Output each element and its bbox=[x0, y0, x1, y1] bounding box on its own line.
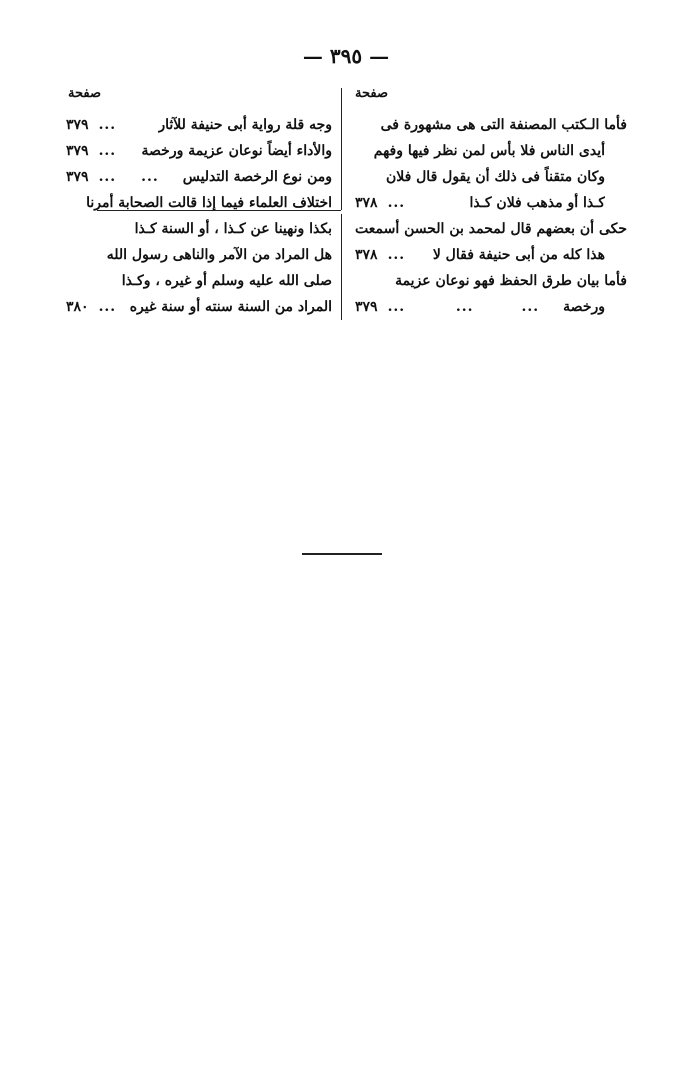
entry-text: كـذا أو مذهب فلان كـذا bbox=[469, 195, 605, 211]
entry-text: أيدى الناس فلا بأس لمن نظر فيها وفهم bbox=[373, 143, 605, 159]
entry-text: صلى الله عليه وسلم أو غيره ، وكـذا bbox=[121, 273, 332, 289]
entry-text: ومن نوع الرخصة التدليس bbox=[182, 169, 332, 185]
column-header-right: صفحة bbox=[355, 86, 388, 101]
column-divider-upper bbox=[341, 88, 342, 210]
index-entry-line bbox=[66, 294, 332, 320]
entry-text: وجه قلة رواية أبى حنيفة للآثار bbox=[158, 117, 332, 133]
index-entry-line bbox=[355, 112, 627, 138]
index-column-right bbox=[355, 112, 627, 320]
leader-dots: ... bbox=[455, 299, 474, 315]
page-number: — ٣٩٥ — bbox=[302, 44, 390, 68]
index-entry-line bbox=[355, 138, 627, 164]
index-entry-line bbox=[66, 112, 332, 138]
footer-rule bbox=[302, 553, 382, 555]
index-entry-line bbox=[66, 216, 332, 242]
leader-dots: ... bbox=[387, 195, 406, 211]
page-reference: ٣٨٠ bbox=[66, 299, 89, 315]
index-entry-line bbox=[355, 294, 627, 320]
leader-dots: ... bbox=[387, 247, 406, 263]
index-entry-line bbox=[355, 242, 627, 268]
index-column-left bbox=[66, 112, 332, 320]
leader-dots: ... bbox=[98, 299, 117, 315]
page-reference: ٣٧٨ bbox=[355, 195, 378, 211]
entry-text: فأما الـكتب المصنفة التى هى مشهورة فى bbox=[380, 117, 627, 133]
page-reference: ٣٧٩ bbox=[66, 117, 89, 133]
column-divider-lower bbox=[341, 214, 342, 320]
index-entry-line bbox=[355, 216, 627, 242]
leader-dots: ... bbox=[387, 299, 406, 315]
entry-text: هل المراد من الآمر والناهى رسول الله bbox=[106, 247, 332, 263]
page-reference: ٣٧٩ bbox=[66, 169, 89, 185]
index-entry-line bbox=[66, 138, 332, 164]
entry-text: اختلاف العلماء فيما إذا قالت الصحابة أمرنا bbox=[86, 195, 332, 211]
index-entry-line bbox=[66, 190, 332, 216]
leader-dots: ... bbox=[141, 169, 159, 185]
index-entry-line bbox=[66, 164, 332, 190]
page-reference: ٣٧٨ bbox=[355, 247, 378, 263]
leader-dots: ... bbox=[521, 299, 540, 315]
entry-text: بكذا ونهينا عن كـذا ، أو السنة كـذا bbox=[134, 221, 332, 237]
entry-text: وكان متقناً فى ذلك أن يقول قال فلان bbox=[385, 169, 605, 185]
entry-text: ورخصة bbox=[563, 299, 605, 315]
entry-text: والأداء أيضاً نوعان عزيمة ورخصة bbox=[141, 143, 332, 159]
page-reference: ٣٧٩ bbox=[355, 299, 378, 315]
index-entry-line bbox=[355, 190, 627, 216]
page-reference: ٣٧٩ bbox=[66, 143, 89, 159]
index-entry-line bbox=[66, 242, 332, 268]
leader-dots: ... bbox=[98, 169, 117, 185]
entry-text: حكى أن بعضهم قال لمحمد بن الحسن أسمعت bbox=[355, 221, 627, 237]
leader-dots: ... bbox=[98, 143, 117, 159]
entry-text: هذا كله من أبى حنيفة فقال لا bbox=[432, 247, 605, 263]
column-header-left: صفحة bbox=[68, 86, 101, 101]
index-entry-line bbox=[355, 268, 627, 294]
entry-text: المراد من السنة سنته أو سنة غيره bbox=[129, 299, 332, 315]
index-entry-line bbox=[355, 164, 627, 190]
index-entry-line bbox=[66, 268, 332, 294]
entry-text: فأما بيان طرق الحفظ فهو نوعان عزيمة bbox=[395, 273, 627, 289]
leader-dots: ... bbox=[98, 117, 117, 133]
